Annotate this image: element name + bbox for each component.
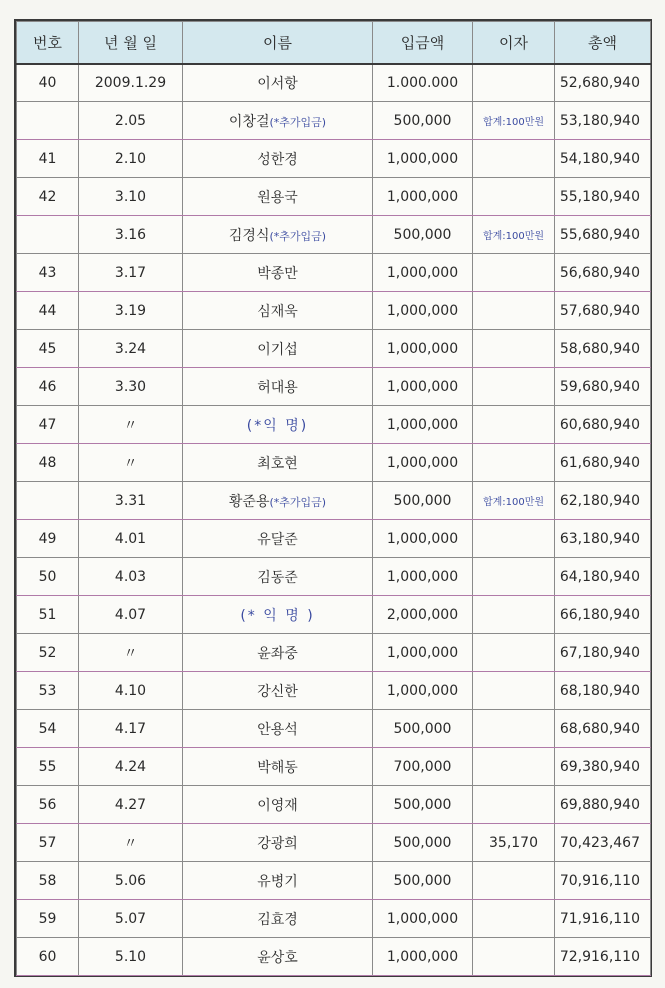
table-row [17,140,651,178]
cell-date: 4.24 [79,748,183,786]
cell-number: 50 [17,558,79,596]
cell-deposit: 1.000.000 [373,64,473,102]
cell-number: 49 [17,520,79,558]
header-interest: 이자 [473,22,555,64]
cell-deposit: 1,000,000 [373,634,473,672]
cell-date: 3.31 [79,482,183,520]
cell-total: 68,680,940 [555,710,651,748]
deposit-ledger-sheet [14,19,652,977]
cell-name [183,444,373,482]
header-name: 이름 [183,22,373,64]
depositor-name: 윤상호 [257,949,298,966]
depositor-name: 최호현 [257,455,298,472]
cell-deposit: 1,000,000 [373,178,473,216]
deposit-note: (*추가입금) [269,495,327,509]
depositor-name: 성한경 [257,151,298,168]
cell-date: 2009.1.29 [79,64,183,102]
cell-interest [473,178,555,216]
header-row [17,22,651,64]
table-row [17,482,651,520]
depositor-name: 유달준 [257,531,298,548]
cell-name [183,634,373,672]
depositor-name: 김경식 [228,227,270,244]
cell-date: 〃 [79,444,183,482]
cell-number: 52 [17,634,79,672]
cell-deposit: 1,000,000 [373,368,473,406]
cell-interest [473,862,555,900]
cell-name [183,786,373,824]
cell-number: 42 [17,178,79,216]
cell-date: 4.10 [79,672,183,710]
cell-deposit: 2,000,000 [373,596,473,634]
deposit-note: (*익 명) [246,417,309,434]
cell-total: 60,680,940 [555,406,651,444]
cell-total: 59,680,940 [555,368,651,406]
table-row [17,216,651,254]
cell-interest: 35,170 [473,824,555,862]
cell-total: 52,680,940 [555,64,651,102]
depositor-name: 유병기 [257,873,298,890]
cell-deposit: 1,000,000 [373,330,473,368]
cell-number: 59 [17,900,79,938]
cell-deposit: 1,000,000 [373,520,473,558]
header-date: 년 월 일 [79,22,183,64]
cell-total: 55,680,940 [555,216,651,254]
cell-total: 69,380,940 [555,748,651,786]
cell-total: 69,880,940 [555,786,651,824]
cell-total: 53,180,940 [555,102,651,140]
cell-date: 〃 [79,824,183,862]
cell-interest [473,634,555,672]
table-row [17,824,651,862]
cell-deposit: 1,000,000 [373,558,473,596]
cell-name [183,558,373,596]
depositor-name: 박종만 [257,265,298,282]
cell-date: 3.24 [79,330,183,368]
cell-name [183,330,373,368]
cell-date: 3.16 [79,216,183,254]
cell-name [183,406,373,444]
cell-interest [473,748,555,786]
table-row [17,254,651,292]
cell-date: 〃 [79,634,183,672]
cell-total: 70,423,467 [555,824,651,862]
cell-deposit: 1,000,000 [373,292,473,330]
cell-total: 64,180,940 [555,558,651,596]
cell-date: 3.10 [79,178,183,216]
cell-total: 55,180,940 [555,178,651,216]
cell-deposit: 1,000,000 [373,254,473,292]
cell-total: 72,916,110 [555,938,651,976]
cell-name [183,862,373,900]
cell-number: 51 [17,596,79,634]
cell-name [183,178,373,216]
cell-deposit: 500,000 [373,824,473,862]
cell-date: 3.19 [79,292,183,330]
cell-interest [473,406,555,444]
cell-interest [473,710,555,748]
table-row [17,292,651,330]
cell-total: 58,680,940 [555,330,651,368]
cell-interest [473,558,555,596]
cell-deposit: 500,000 [373,710,473,748]
depositor-name: 박해동 [257,759,298,776]
depositor-name: 강광희 [257,835,298,852]
cell-date: 2.05 [79,102,183,140]
cell-interest [473,596,555,634]
cell-interest [473,938,555,976]
cell-date: 3.30 [79,368,183,406]
table-row [17,330,651,368]
header-total: 총액 [555,22,651,64]
depositor-name: 김동준 [257,569,298,586]
cell-number [17,482,79,520]
cell-number: 58 [17,862,79,900]
cell-total: 67,180,940 [555,634,651,672]
table-row [17,558,651,596]
cell-deposit: 1,000,000 [373,672,473,710]
depositor-name: 허대용 [257,379,298,396]
depositor-name: 안용석 [257,721,298,738]
cell-name [183,672,373,710]
cell-number: 45 [17,330,79,368]
cell-deposit: 500,000 [373,482,473,520]
table-row [17,102,651,140]
deposit-note: (* 익 명 ) [240,607,315,624]
cell-interest: 합계:100만원 [473,216,555,254]
cell-deposit: 500,000 [373,102,473,140]
cell-number: 60 [17,938,79,976]
header-deposit: 입금액 [373,22,473,64]
header-number: 번호 [17,22,79,64]
cell-interest: 합계:100만원 [473,102,555,140]
depositor-name: 원용국 [257,189,298,206]
cell-interest [473,330,555,368]
cell-name [183,748,373,786]
cell-date: 4.17 [79,710,183,748]
cell-total: 70,916,110 [555,862,651,900]
cell-number: 56 [17,786,79,824]
cell-number: 54 [17,710,79,748]
table-row [17,520,651,558]
table-row [17,634,651,672]
depositor-name: 황준용 [228,493,270,510]
cell-number: 48 [17,444,79,482]
cell-date: 3.17 [79,254,183,292]
cell-interest [473,292,555,330]
cell-name [183,596,373,634]
cell-name [183,102,373,140]
table-row [17,64,651,102]
cell-interest [473,368,555,406]
cell-deposit: 1,000,000 [373,140,473,178]
cell-name [183,368,373,406]
depositor-name: 이서항 [257,75,298,92]
cell-interest [473,444,555,482]
cell-date: 2.10 [79,140,183,178]
cell-date: 4.01 [79,520,183,558]
cell-total: 56,680,940 [555,254,651,292]
cell-number: 57 [17,824,79,862]
cell-date: 〃 [79,406,183,444]
cell-name [183,938,373,976]
deposit-ledger-table [16,21,651,976]
table-row [17,178,651,216]
cell-name [183,292,373,330]
cell-number: 44 [17,292,79,330]
cell-number: 41 [17,140,79,178]
table-row [17,406,651,444]
cell-number: 47 [17,406,79,444]
cell-deposit: 500,000 [373,216,473,254]
cell-date: 4.27 [79,786,183,824]
cell-name [183,824,373,862]
cell-number: 40 [17,64,79,102]
cell-deposit: 500,000 [373,862,473,900]
table-row [17,672,651,710]
cell-total: 61,680,940 [555,444,651,482]
cell-name [183,520,373,558]
cell-total: 54,180,940 [555,140,651,178]
table-row [17,938,651,976]
depositor-name: 이기섭 [257,341,298,358]
cell-name [183,710,373,748]
cell-date: 4.07 [79,596,183,634]
cell-date: 5.07 [79,900,183,938]
cell-total: 63,180,940 [555,520,651,558]
cell-interest: 합계:100만원 [473,482,555,520]
depositor-name: 이영재 [257,797,298,814]
table-row [17,786,651,824]
cell-interest [473,786,555,824]
cell-deposit: 1,000,000 [373,444,473,482]
cell-date: 5.10 [79,938,183,976]
table-row [17,596,651,634]
cell-total: 66,180,940 [555,596,651,634]
cell-name [183,64,373,102]
cell-name [183,254,373,292]
table-row [17,710,651,748]
cell-total: 68,180,940 [555,672,651,710]
cell-total: 57,680,940 [555,292,651,330]
cell-interest [473,140,555,178]
cell-name [183,900,373,938]
table-row [17,862,651,900]
cell-number: 55 [17,748,79,786]
cell-number: 46 [17,368,79,406]
deposit-note: (*추가입금) [269,229,327,243]
depositor-name: 이창걸 [228,113,270,130]
cell-name [183,140,373,178]
table-row [17,900,651,938]
deposit-note: (*추가입금) [269,115,327,129]
cell-deposit: 700,000 [373,748,473,786]
cell-total: 62,180,940 [555,482,651,520]
depositor-name: 강신한 [257,683,298,700]
cell-interest [473,900,555,938]
table-row [17,368,651,406]
cell-interest [473,64,555,102]
table-row [17,748,651,786]
cell-deposit: 1,000,000 [373,938,473,976]
cell-date: 5.06 [79,862,183,900]
cell-interest [473,254,555,292]
cell-interest [473,520,555,558]
cell-name [183,482,373,520]
cell-name [183,216,373,254]
cell-interest [473,672,555,710]
cell-date: 4.03 [79,558,183,596]
depositor-name: 심재욱 [257,303,298,320]
cell-number [17,102,79,140]
cell-total: 71,916,110 [555,900,651,938]
cell-deposit: 500,000 [373,786,473,824]
cell-number: 43 [17,254,79,292]
ledger-body [17,64,651,976]
depositor-name: 윤좌중 [257,645,298,662]
depositor-name: 김효경 [257,911,298,928]
cell-number [17,216,79,254]
cell-deposit: 1,000,000 [373,900,473,938]
cell-deposit: 1,000,000 [373,406,473,444]
table-row [17,444,651,482]
cell-number: 53 [17,672,79,710]
